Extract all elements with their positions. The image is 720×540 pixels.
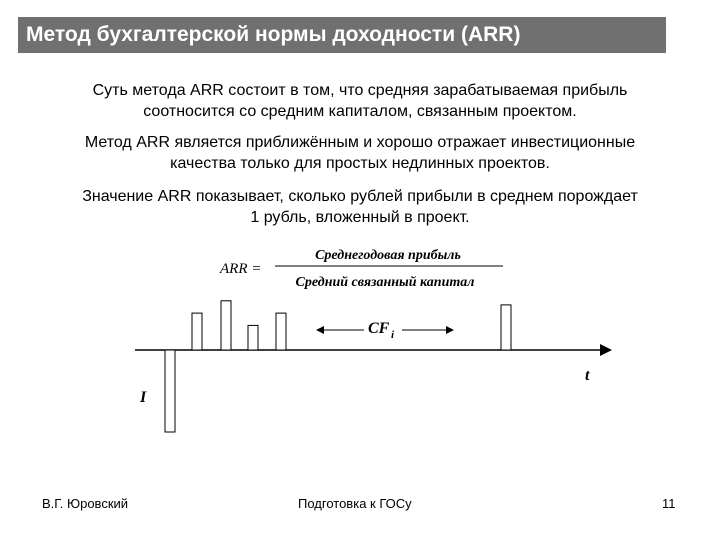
- slide-title: Метод бухгалтерской нормы доходности (ARR): [18, 17, 666, 53]
- cash-inflow-bar: [501, 305, 511, 350]
- paragraph-line: Суть метода ARR состоит в том, что средняя зарабатываемая прибыль: [92, 82, 628, 99]
- cf-label: CF: [368, 320, 390, 337]
- paragraph-line: качества только для простых недлинных проектов.: [170, 155, 550, 172]
- time-axis-arrowhead: [600, 344, 612, 356]
- paragraph-line: Метод ARR является приближённым и хорошо отражает инвестиционные: [84, 134, 636, 151]
- footer-author: В.Г. Юровский: [42, 496, 129, 511]
- time-label: t: [585, 367, 590, 384]
- paragraph-line: соотносится со средним капиталом, связанным проектом.: [143, 103, 577, 120]
- cf-subscript: i: [391, 329, 395, 341]
- page-number: 11: [662, 496, 676, 511]
- paragraph-line: Значение ARR показывает, сколько рублей прибыли в среднем порождает: [82, 188, 638, 205]
- cash-inflow-bar: [248, 325, 258, 350]
- cash-inflow-bar: [192, 313, 202, 350]
- paragraph-line: 1 рубль, вложенный в проект.: [250, 209, 470, 226]
- cash-inflow-bar: [221, 301, 231, 350]
- formula-lhs: ARR =: [220, 261, 262, 277]
- cash-inflow-bar: [276, 313, 286, 350]
- cf-arrow-left-head: [316, 326, 324, 334]
- cf-arrow-right-head: [446, 326, 454, 334]
- investment-bar: [165, 350, 175, 432]
- footer-course: Подготовка к ГОСу: [298, 496, 412, 511]
- formula-numerator: Среднегодовая прибыль: [315, 248, 461, 263]
- formula-denominator: Средний связанный капитал: [295, 275, 475, 290]
- investment-label: I: [140, 389, 147, 406]
